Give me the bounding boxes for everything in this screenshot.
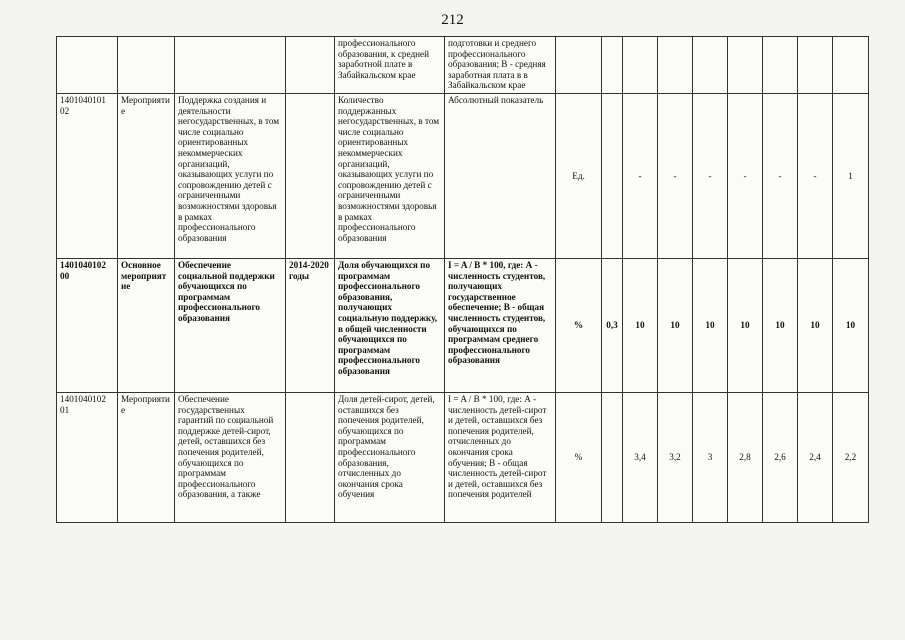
period-cell bbox=[286, 37, 335, 94]
formula-cell: Абсолютный показатель bbox=[445, 94, 556, 259]
type-cell: Основное мероприятие bbox=[118, 259, 175, 393]
value-cell: 2,6 bbox=[763, 393, 798, 523]
base-value-cell: 0,3 bbox=[602, 259, 623, 393]
value-cell: 10 bbox=[798, 259, 833, 393]
value-cell: - bbox=[623, 94, 658, 259]
value-cell: 10 bbox=[728, 259, 763, 393]
value-cell: - bbox=[798, 94, 833, 259]
value-cell: - bbox=[658, 94, 693, 259]
unit-cell: Ед. bbox=[556, 94, 602, 259]
value-cell bbox=[658, 37, 693, 94]
unit-cell: % bbox=[556, 259, 602, 393]
program-table bbox=[56, 36, 869, 523]
value-cell: 1 bbox=[833, 94, 869, 259]
value-cell: 10 bbox=[833, 259, 869, 393]
code-cell: 1401040102 00 bbox=[57, 259, 118, 393]
value-cell: - bbox=[693, 94, 728, 259]
table-row bbox=[57, 259, 869, 393]
name-cell: Обеспечение государственных гарантий по социальной поддержке детей-сирот, детей, оставшихся без попечения родителей, обучающихся по программам профессионального образования, а также bbox=[175, 393, 286, 523]
code-cell bbox=[57, 37, 118, 94]
indicator-cell: Количество поддержанных негосударственных, в том числе социально ориентированных некоммерческих организаций, оказывающих услуги по сопровождению детей с ограниченными возможностями здоровья в рамках профессионального образования bbox=[335, 94, 445, 259]
value-cell bbox=[693, 37, 728, 94]
table-row bbox=[57, 94, 869, 259]
value-cell bbox=[833, 37, 869, 94]
value-cell: - bbox=[728, 94, 763, 259]
value-cell: 3,2 bbox=[658, 393, 693, 523]
code-cell: 1401040101 02 bbox=[57, 94, 118, 259]
value-cell: 10 bbox=[658, 259, 693, 393]
value-cell: 2,4 bbox=[798, 393, 833, 523]
value-cell: 3 bbox=[693, 393, 728, 523]
value-cell: 2,8 bbox=[728, 393, 763, 523]
base-value-cell bbox=[602, 37, 623, 94]
value-cell bbox=[763, 37, 798, 94]
value-cell: 3,4 bbox=[623, 393, 658, 523]
formula-cell: подготовки и среднего профессионального образования; В - средняя заработная плата в в Забайкальском крае bbox=[445, 37, 556, 94]
indicator-cell: профессионального образования, к средней заработной плате в Забайкальском крае bbox=[335, 37, 445, 94]
value-cell: 10 bbox=[693, 259, 728, 393]
value-cell bbox=[623, 37, 658, 94]
name-cell bbox=[175, 37, 286, 94]
name-cell: Поддержка создания и деятельности негосударственных, в том числе социально ориентированных некоммерческих организаций, оказывающих услуги по сопровождению детей с ограниченными возможностями здоровья в рамках профессионального образования bbox=[175, 94, 286, 259]
indicator-cell: Доля детей-сирот, детей, оставшихся без попечения родителей, обучающихся по программам профессионального образования, отчисленных до окончания срока обучения bbox=[335, 393, 445, 523]
type-cell: Мероприятие bbox=[118, 393, 175, 523]
formula-cell: I = A / B * 100, где: А - численность детей-сирот и детей, оставшихся без попечения родителей, отчисленных до окончания срока обучения; В - общая численность детей-сирот и детей, оставшихся без попечения родителей bbox=[445, 393, 556, 523]
unit-cell bbox=[556, 37, 602, 94]
value-cell bbox=[798, 37, 833, 94]
formula-cell: I = A / B * 100, где: А - численность студентов, получающих государственное обеспечение; В - общая численность студентов, обучающихся по программам среднего профессионального образования bbox=[445, 259, 556, 393]
type-cell bbox=[118, 37, 175, 94]
indicator-cell: Доля обучающихся по программам профессионального образования, получающих социальную поддержку, в общей численности обучающихся по программам профессионального образования bbox=[335, 259, 445, 393]
period-cell bbox=[286, 393, 335, 523]
value-cell: 10 bbox=[763, 259, 798, 393]
unit-cell: % bbox=[556, 393, 602, 523]
table-row bbox=[57, 37, 869, 94]
code-cell: 1401040102 01 bbox=[57, 393, 118, 523]
value-cell bbox=[728, 37, 763, 94]
value-cell: 10 bbox=[623, 259, 658, 393]
page-number: 212 bbox=[441, 12, 464, 28]
base-value-cell bbox=[602, 94, 623, 259]
period-cell: 2014-2020 годы bbox=[286, 259, 335, 393]
name-cell: Обеспечение социальной поддержки обучающихся по программам профессионального образования bbox=[175, 259, 286, 393]
base-value-cell bbox=[602, 393, 623, 523]
table-row bbox=[57, 393, 869, 523]
type-cell: Мероприятие bbox=[118, 94, 175, 259]
value-cell: - bbox=[763, 94, 798, 259]
value-cell: 2,2 bbox=[833, 393, 869, 523]
period-cell bbox=[286, 94, 335, 259]
